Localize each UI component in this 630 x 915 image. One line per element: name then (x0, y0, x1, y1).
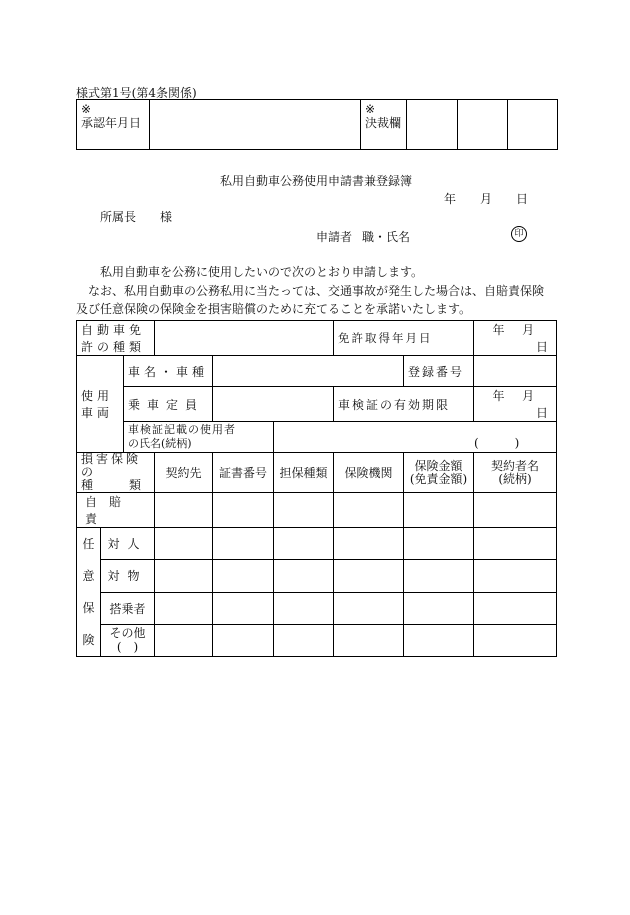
applicant-label: 申請者 (316, 230, 353, 244)
compulsory-amount[interactable] (404, 493, 474, 528)
voluntary-char-3: 保 (82, 601, 95, 615)
passenger-amount[interactable] (404, 592, 474, 624)
property-insurer[interactable] (334, 560, 404, 592)
license-year: 年 (492, 323, 505, 337)
license-type-field[interactable] (155, 321, 334, 356)
inspection-year: 年 (492, 389, 505, 403)
property-contractor[interactable] (155, 560, 213, 592)
registered-user-label-cell (124, 422, 274, 453)
col-certificate-no: 証書番号 (213, 453, 274, 493)
approval-table (76, 99, 558, 150)
decision-stamp-3[interactable] (508, 100, 558, 150)
col-holder-label-1: 契約者名 (491, 458, 540, 473)
other-amount[interactable] (404, 624, 474, 656)
other-insurer[interactable] (334, 624, 404, 656)
date-year: 年 (444, 192, 457, 206)
compulsory-coverage[interactable] (274, 493, 334, 528)
inspection-day: 日 (536, 406, 549, 420)
bodily-contractor[interactable] (155, 528, 213, 560)
bodily-coverage[interactable] (274, 528, 334, 560)
passenger-insurer[interactable] (334, 592, 404, 624)
compulsory-insurer[interactable] (334, 493, 404, 528)
seal-icon (511, 226, 527, 242)
date-day: 日 (516, 192, 529, 206)
registration-label: 登録番号 (404, 356, 474, 387)
bodily-holder[interactable] (474, 528, 557, 560)
vehicle-name-field[interactable] (213, 356, 404, 387)
other-contractor[interactable] (155, 624, 213, 656)
body-text-2: なお、私用自動車の公務私用に当たっては、交通事故が発生した場合は、自賠責保険 (88, 284, 545, 298)
registered-user-label-2: の氏名(続柄) (128, 437, 192, 450)
approval-mark: ※ (81, 102, 92, 116)
passenger-coverage[interactable] (274, 592, 334, 624)
col-insurer: 保険機関 (334, 453, 404, 493)
bodily-certificate[interactable] (213, 528, 274, 560)
body-text-3: 及び任意保険の保険金を損害賠償のために充てることを承諾いたします。 (76, 302, 472, 316)
voluntary-char-4: 険 (82, 633, 95, 647)
col-amount (404, 453, 474, 493)
vehicle-name-label: 車名・車種 (124, 356, 213, 387)
col-amount-label-1: 保険金額 (414, 458, 463, 473)
other-holder[interactable] (474, 624, 557, 656)
inspection-month: 月 (522, 389, 535, 403)
compulsory-certificate[interactable] (213, 493, 274, 528)
property-damage-label: 対物 (101, 560, 155, 592)
passenger-certificate[interactable] (213, 592, 274, 624)
decision-stamp-1[interactable] (407, 100, 458, 150)
addressee-honorific: 様 (160, 210, 173, 224)
property-certificate[interactable] (213, 560, 274, 592)
decision-label-cell (361, 100, 407, 150)
other-label-2: ( ) (116, 640, 139, 655)
other-certificate[interactable] (213, 624, 274, 656)
decision-label: 決裁欄 (365, 116, 402, 130)
passenger-contractor[interactable] (155, 592, 213, 624)
license-month: 月 (522, 323, 535, 337)
form-title: 私用自動車公務使用申請書兼登録簿 (220, 174, 413, 188)
insurance-type-label-2: 種 類 (81, 478, 142, 492)
compulsory-contractor[interactable] (155, 493, 213, 528)
capacity-label: 乗車定員 (124, 387, 213, 422)
body-text-1: 私用自動車を公務に使用したいので次のとおり申請します。 (100, 265, 424, 279)
bodily-insurer[interactable] (334, 528, 404, 560)
form-number: 様式第1号(第4条関係) (76, 86, 197, 100)
col-contractor: 契約先 (155, 453, 213, 493)
compulsory-label: 自賠責 (77, 493, 155, 528)
registered-user-label-1: 車検証記載の使用者 (128, 423, 236, 436)
property-holder[interactable] (474, 560, 557, 592)
inspection-label: 車検証の有効期限 (334, 387, 474, 422)
passenger-holder[interactable] (474, 592, 557, 624)
approval-date-label-cell (77, 100, 150, 150)
col-coverage-type: 担保種類 (274, 453, 334, 493)
compulsory-holder[interactable] (474, 493, 557, 528)
other-label-cell (101, 624, 155, 656)
seal-text: 印 (514, 229, 524, 239)
license-acquired-field[interactable] (474, 321, 557, 356)
voluntary-label-cell (77, 528, 101, 657)
col-holder-label-2: (続柄) (498, 471, 532, 486)
approval-date-field[interactable] (150, 100, 361, 150)
col-amount-label-2: (免責金額) (409, 471, 468, 486)
main-table (76, 320, 557, 657)
other-label-1: その他 (109, 626, 146, 641)
insurance-type-label-1: 損害保険の (81, 452, 142, 479)
passenger-label: 搭乗者 (101, 592, 155, 624)
voluntary-char-1: 任 (82, 537, 95, 551)
license-day: 日 (536, 340, 549, 354)
registered-user-relation: ( ) (474, 436, 520, 450)
inspection-field[interactable] (474, 387, 557, 422)
voluntary-char-2: 意 (82, 569, 95, 583)
capacity-field[interactable] (213, 387, 334, 422)
other-coverage[interactable] (274, 624, 334, 656)
license-acquired-label: 免許取得年月日 (334, 321, 474, 356)
bodily-amount[interactable] (404, 528, 474, 560)
property-coverage[interactable] (274, 560, 334, 592)
vehicle-section-label: 使用車両 (77, 356, 124, 453)
registered-user-field[interactable] (274, 422, 557, 453)
bodily-injury-label: 対人 (101, 528, 155, 560)
addressee-label: 所属長 (100, 210, 137, 224)
date-month: 月 (480, 192, 493, 206)
col-holder (474, 453, 557, 493)
registration-field[interactable] (474, 356, 557, 387)
decision-stamp-2[interactable] (458, 100, 508, 150)
approval-date-label: 承認年月日 (81, 116, 142, 130)
decision-mark: ※ (365, 102, 376, 116)
insurance-type-header (77, 453, 155, 493)
applicant-name-label: 職・氏名 (362, 230, 411, 244)
property-amount[interactable] (404, 560, 474, 592)
license-type-label: 自動車免許の種類 (77, 321, 155, 356)
